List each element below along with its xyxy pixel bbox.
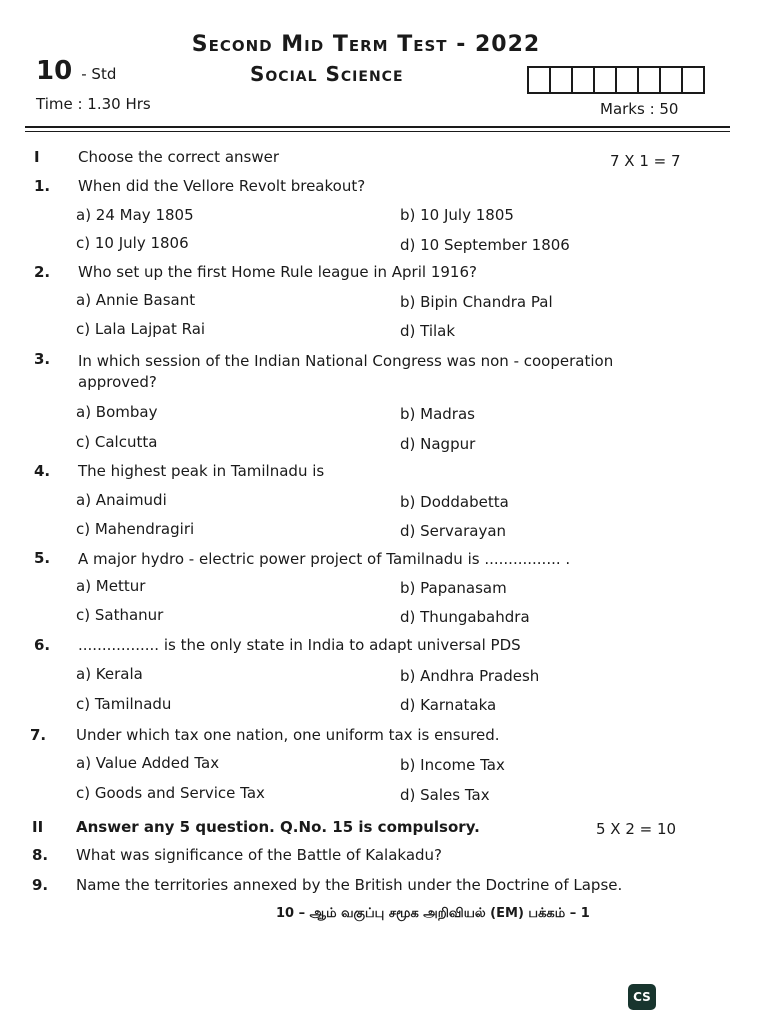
header-divider	[25, 126, 730, 128]
question-number: 1.	[34, 177, 51, 195]
register-number-boxes	[527, 66, 705, 94]
section-heading: Choose the correct answer	[78, 148, 279, 166]
std-number: 10	[36, 56, 73, 86]
option-c: c) Lala Lajpat Rai	[76, 320, 206, 338]
exam-title: Second Mid Term Test - 2022	[191, 32, 541, 57]
option-d: d) Servarayan	[400, 522, 507, 540]
question-text: Name the territories annexed by the British under the Doctrine of Lapse.	[76, 876, 623, 894]
section-score: 7 X 1 = 7	[610, 152, 681, 170]
reg-cell	[639, 68, 661, 92]
reg-cell	[551, 68, 573, 92]
question-number: 4.	[34, 462, 51, 480]
option-a: a) Annie Basant	[76, 291, 196, 309]
reg-cell	[661, 68, 683, 92]
option-c: c) Mahendragiri	[76, 520, 195, 538]
time-allowed: Time : 1.30 Hrs	[36, 95, 151, 113]
option-a: a) 24 May 1805	[76, 206, 194, 224]
question-text: In which session of the Indian National Congress was non - cooperation	[78, 352, 614, 370]
std-suffix: - Std	[81, 65, 117, 83]
option-b: b) Doddabetta	[400, 493, 509, 511]
option-d: d) Sales Tax	[400, 786, 490, 804]
reg-cell	[573, 68, 595, 92]
option-b: b) Bipin Chandra Pal	[400, 293, 553, 311]
option-b: b) Andhra Pradesh	[400, 667, 540, 685]
question-text: A major hydro - electric power project of Tamilnadu is ................ .	[78, 550, 571, 568]
option-c: c) Tamilnadu	[76, 695, 172, 713]
camscanner-logo-icon: CS	[628, 984, 656, 1010]
option-d: d) Tilak	[400, 322, 456, 340]
section-roman: II	[32, 818, 44, 836]
section-score: 5 X 2 = 10	[596, 820, 677, 838]
question-text-cont: approved?	[78, 373, 157, 391]
option-d: d) 10 September 1806	[400, 236, 570, 254]
reg-cell	[617, 68, 639, 92]
max-marks: Marks : 50	[600, 100, 679, 118]
option-b: b) Papanasam	[400, 579, 507, 597]
question-number: 8.	[32, 846, 49, 864]
option-b: b) Income Tax	[400, 756, 505, 774]
question-number: 7.	[30, 726, 47, 744]
subject-title: Social Science	[250, 62, 404, 86]
page-footer: 10 – ஆம் வகுப்பு சமூக அறிவியல் (EM) பக்கம் – 1	[276, 906, 590, 921]
option-a: a) Anaimudi	[76, 491, 167, 509]
header-divider-thin	[25, 131, 730, 132]
question-text: Under which tax one nation, one uniform tax is ensured.	[76, 726, 500, 744]
question-text: The highest peak in Tamilnadu is	[78, 462, 325, 480]
option-d: d) Thungabahdra	[400, 608, 530, 626]
option-c: c) Calcutta	[76, 433, 158, 451]
option-b: b) Madras	[400, 405, 475, 423]
reg-cell	[529, 68, 551, 92]
option-c: c) Sathanur	[76, 606, 164, 624]
question-text: When did the Vellore Revolt breakout?	[78, 177, 366, 195]
option-a: a) Value Added Tax	[76, 754, 220, 772]
reg-cell	[683, 68, 703, 92]
question-text: ................. is the only state in India to adapt universal PDS	[78, 636, 521, 654]
option-a: a) Bombay	[76, 403, 158, 421]
question-number: 3.	[34, 350, 51, 368]
reg-cell	[595, 68, 617, 92]
question-number: 9.	[32, 876, 49, 894]
question-text: What was significance of the Battle of Kalakadu?	[76, 846, 443, 864]
question-number: 6.	[34, 636, 51, 654]
option-a: a) Mettur	[76, 577, 146, 595]
question-text: Who set up the first Home Rule league in April 1916?	[78, 263, 477, 281]
section-roman: I	[34, 148, 40, 166]
option-c: c) Goods and Service Tax	[76, 784, 265, 802]
section-heading: Answer any 5 question. Q.No. 15 is compulsory.	[76, 818, 480, 836]
option-d: d) Nagpur	[400, 435, 476, 453]
option-c: c) 10 July 1806	[76, 234, 189, 252]
option-d: d) Karnataka	[400, 696, 497, 714]
option-b: b) 10 July 1805	[400, 206, 514, 224]
question-number: 5.	[34, 549, 51, 567]
standard-label	[36, 56, 116, 86]
question-number: 2.	[34, 263, 51, 281]
option-a: a) Kerala	[76, 665, 143, 683]
